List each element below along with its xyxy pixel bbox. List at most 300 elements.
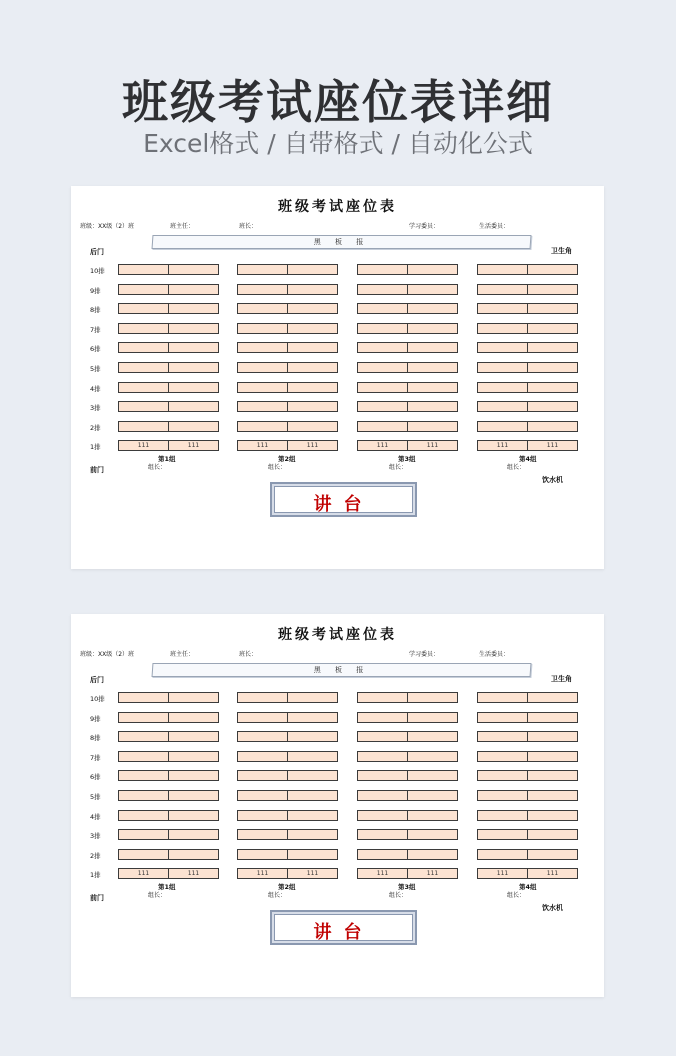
seat-cell[interactable] [358,422,408,431]
seat-cell[interactable] [528,402,577,411]
seat-cell[interactable] [408,713,457,722]
seat-cell[interactable] [119,791,169,800]
seat-cell[interactable] [358,693,408,702]
seat-cell[interactable] [528,324,577,333]
seat-cell[interactable] [288,324,337,333]
desk[interactable] [118,401,219,412]
seat-cell[interactable] [288,265,337,274]
group-leader-label: 组长： [389,892,408,900]
seat-cell[interactable] [119,830,169,839]
monitor-label: 班长： [239,223,258,230]
seat-cell[interactable] [478,422,528,431]
seat-cell[interactable] [478,732,528,741]
seat-cell[interactable] [478,265,528,274]
seat-cell[interactable] [408,791,457,800]
seat-cell[interactable]: 111 [358,869,408,878]
seat-cell[interactable] [478,811,528,820]
desk[interactable] [118,692,219,703]
seat-cell[interactable] [408,422,457,431]
seat-cell[interactable] [288,752,337,761]
desk[interactable] [118,362,219,373]
seat-cell[interactable] [238,363,288,372]
seat-cell[interactable] [358,830,408,839]
seat-cell[interactable] [238,402,288,411]
desk[interactable] [477,342,578,353]
desk[interactable] [118,790,219,801]
podium-label: 讲台 [313,494,374,515]
seat-cell[interactable]: 111 [358,441,408,450]
desk[interactable] [237,362,338,373]
seat-cell[interactable] [358,304,408,313]
desk[interactable] [237,849,338,860]
seat-cell[interactable] [528,343,577,352]
life-committee-label: 生活委员： [479,223,510,230]
seat-cell[interactable]: 111 [306,442,319,450]
group-leader-label: 组长： [507,892,526,900]
desk[interactable] [118,770,219,781]
seat-cell[interactable] [358,383,408,392]
seat-cell[interactable] [238,343,288,352]
seat-cell[interactable] [408,265,457,274]
hygiene-corner-label: 卫生角 [551,675,572,683]
seat-cell[interactable] [408,752,457,761]
desk[interactable] [357,829,458,840]
seat-cell[interactable] [408,693,457,702]
seat-cell[interactable]: 111 [478,869,528,878]
seat-cell[interactable] [358,713,408,722]
desk[interactable] [118,421,219,432]
seat-cell[interactable] [238,304,288,313]
seat-cell[interactable] [528,713,577,722]
seat-cell[interactable] [478,304,528,313]
seat-cell[interactable] [358,752,408,761]
seat-cell[interactable] [119,324,169,333]
desk[interactable] [118,829,219,840]
row-label: 4排 [90,384,101,393]
desk[interactable] [237,440,338,451]
seat-cell[interactable]: 111 [546,870,559,878]
row-label: 7排 [90,325,101,334]
desk[interactable] [118,810,219,821]
desk[interactable] [357,303,458,314]
row-label: 8排 [90,734,101,743]
seat-cell[interactable] [169,830,218,839]
seat-cell[interactable] [288,791,337,800]
seat-cell[interactable] [238,811,288,820]
seat-cell[interactable] [408,850,457,859]
seat-cell[interactable] [119,402,169,411]
seat-cell[interactable] [478,830,528,839]
seat-cell[interactable] [288,402,337,411]
seat-cell[interactable] [169,363,218,372]
seat-cell[interactable] [288,830,337,839]
desk[interactable] [237,284,338,295]
seat-cell[interactable] [238,850,288,859]
class-label: 班级：XX级（2）班 [80,651,135,658]
seat-cell[interactable] [288,732,337,741]
row-label: 6排 [90,773,101,782]
seat-cell[interactable] [169,383,218,392]
seat-cell[interactable] [169,771,218,780]
seat-cell[interactable] [528,422,577,431]
seat-cell[interactable] [528,383,577,392]
seat-cell[interactable] [119,732,169,741]
seat-cell[interactable] [478,693,528,702]
desk[interactable] [118,712,219,723]
desk[interactable] [237,323,338,334]
desk[interactable] [357,731,458,742]
seat-cell[interactable] [528,693,577,702]
seat-cell[interactable] [358,285,408,294]
desk[interactable] [237,401,338,412]
seat-cell[interactable] [528,850,577,859]
seat-cell[interactable] [288,811,337,820]
seating-sheet-preview-2 [71,614,604,997]
row-label: 5排 [90,365,101,373]
desk[interactable] [357,810,458,821]
seat-cell[interactable] [119,265,169,274]
desk[interactable] [118,731,219,742]
water-dispenser-label: 饮水机 [542,904,563,912]
desk[interactable] [477,770,578,781]
seat-cell[interactable] [238,285,288,294]
seat-cell[interactable] [408,383,457,392]
desk[interactable] [118,323,219,334]
desk[interactable] [237,868,338,879]
seat-cell[interactable] [288,285,337,294]
row-label: 2排 [90,851,101,860]
group-label: 第3组 [398,455,416,464]
monitor-label: 班长： [239,651,258,658]
page-subtitle: Excel格式 / 自带格式 / 自动化公式 [143,129,533,158]
seat-cell[interactable] [358,363,408,372]
desk[interactable] [237,731,338,742]
seat-cell[interactable] [119,285,169,294]
life-committee-label: 生活委员： [479,651,510,658]
seat-cell[interactable] [169,422,218,431]
seat-cell[interactable] [528,830,577,839]
seat-cell[interactable] [238,771,288,780]
seat-cell[interactable]: 111 [426,870,439,878]
seat-cell[interactable] [169,732,218,741]
desk[interactable] [237,382,338,393]
seat-cell[interactable] [238,713,288,722]
seat-cell[interactable] [408,324,457,333]
seat-cell[interactable] [119,363,169,372]
desk[interactable] [118,751,219,762]
group-leader-label: 组长： [148,892,167,900]
desk[interactable] [237,421,338,432]
row-label: 7排 [90,753,101,762]
desk[interactable] [118,284,219,295]
desk[interactable] [477,712,578,723]
row-label: 10排 [90,695,105,703]
seat-cell[interactable] [119,383,169,392]
seat-cell[interactable] [408,771,457,780]
desk[interactable] [477,692,578,703]
front-door-label: 前门 [90,894,104,902]
seat-cell[interactable] [119,693,169,702]
desk[interactable] [357,790,458,801]
desk[interactable] [237,264,338,275]
seat-cell[interactable] [288,850,337,859]
desk[interactable] [477,790,578,801]
seat-cell[interactable] [408,402,457,411]
desk[interactable] [477,829,578,840]
seat-cell[interactable]: 111 [187,442,200,450]
seat-cell[interactable] [119,771,169,780]
seat-cell[interactable] [478,285,528,294]
desk[interactable] [357,401,458,412]
seat-cell[interactable] [478,771,528,780]
seat-cell[interactable] [358,324,408,333]
seat-cell[interactable] [478,402,528,411]
row-label: 1排 [90,871,101,880]
seat-cell[interactable] [528,732,577,741]
seat-cell[interactable]: 111 [238,441,288,450]
seat-cell[interactable] [408,285,457,294]
desk[interactable] [237,303,338,314]
seat-cell[interactable] [288,713,337,722]
seat-cell[interactable] [528,752,577,761]
desk[interactable] [477,731,578,742]
seat-cell[interactable] [528,285,577,294]
group-leader-label: 组长： [389,464,408,472]
desk[interactable] [357,382,458,393]
seat-cell[interactable]: 111 [426,442,439,450]
seat-cell[interactable] [478,343,528,352]
desk[interactable] [118,849,219,860]
seat-cell[interactable] [528,811,577,820]
desk[interactable] [477,440,578,451]
desk[interactable] [118,382,219,393]
seat-cell[interactable]: 111 [238,869,288,878]
desk[interactable] [357,284,458,295]
row-label: 8排 [90,306,101,315]
seat-cell[interactable] [478,713,528,722]
desk[interactable] [357,712,458,723]
desk[interactable] [477,284,578,295]
desk[interactable] [357,264,458,275]
seat-cell[interactable] [169,752,218,761]
seat-cell[interactable] [528,363,577,372]
seat-cell[interactable] [169,324,218,333]
seat-cell[interactable] [358,850,408,859]
seat-cell[interactable] [528,791,577,800]
desk[interactable] [477,849,578,860]
desk[interactable] [477,810,578,821]
desk[interactable] [357,362,458,373]
seat-cell[interactable] [119,343,169,352]
row-label: 5排 [90,793,101,801]
class-label: 班级：XX级（2）班 [80,223,135,230]
seat-cell[interactable] [478,752,528,761]
group-leader-label: 组长： [268,892,287,900]
seat-cell[interactable] [528,304,577,313]
seat-cell[interactable] [408,304,457,313]
row-label: 9排 [90,286,101,295]
hygiene-corner-label: 卫生角 [551,247,572,255]
seat-cell[interactable] [358,732,408,741]
desk[interactable] [357,868,458,879]
seat-cell[interactable] [169,811,218,820]
desk[interactable] [477,362,578,373]
desk[interactable] [477,303,578,314]
seat-cell[interactable] [169,693,218,702]
desk[interactable] [357,751,458,762]
seat-cell[interactable] [408,732,457,741]
seat-cell[interactable] [119,713,169,722]
group-label: 第4组 [519,883,537,892]
group-label: 第4组 [519,455,537,464]
seat-cell[interactable] [288,343,337,352]
desk[interactable] [118,440,219,451]
seat-cell[interactable] [238,752,288,761]
desk[interactable] [357,849,458,860]
study-committee-label: 学习委员： [409,223,440,230]
blackboard [152,235,532,249]
seat-cell[interactable] [288,771,337,780]
seat-cell[interactable] [358,811,408,820]
desk[interactable] [477,751,578,762]
seat-cell[interactable] [288,383,337,392]
seat-cell[interactable] [169,285,218,294]
desk[interactable] [357,770,458,781]
seat-cell[interactable] [478,850,528,859]
sheet-title: 班级考试座位表 [278,627,397,643]
seat-cell[interactable] [478,383,528,392]
seat-cell[interactable] [238,693,288,702]
seat-cell[interactable] [358,402,408,411]
seat-cell[interactable] [358,343,408,352]
seat-cell[interactable] [408,811,457,820]
seat-cell[interactable] [169,343,218,352]
group-label: 第3组 [398,883,416,892]
desk[interactable] [357,440,458,451]
seat-cell[interactable] [358,771,408,780]
desk[interactable] [477,323,578,334]
desk[interactable] [237,810,338,821]
blackboard-label: 黑 板 报 [313,666,370,674]
desk[interactable] [357,692,458,703]
desk[interactable] [477,382,578,393]
seat-cell[interactable] [238,265,288,274]
sheet-title: 班级考试座位表 [278,199,397,215]
seat-cell[interactable] [358,265,408,274]
seat-cell[interactable] [408,363,457,372]
seat-cell[interactable] [119,422,169,431]
study-committee-label: 学习委员： [409,651,440,658]
seat-cell[interactable] [288,304,337,313]
seat-cell[interactable]: 111 [478,441,528,450]
seat-cell[interactable] [288,422,337,431]
desk[interactable] [477,264,578,275]
seat-cell[interactable] [478,791,528,800]
podium-label: 讲台 [313,922,374,943]
seat-cell[interactable] [478,363,528,372]
seat-cell[interactable] [119,304,169,313]
seat-cell[interactable]: 111 [546,442,559,450]
desk[interactable] [477,421,578,432]
group-label: 第2组 [278,883,296,892]
seat-cell[interactable] [169,304,218,313]
seat-cell[interactable] [528,771,577,780]
desk[interactable] [237,751,338,762]
seat-cell[interactable] [288,363,337,372]
seat-cell[interactable] [169,713,218,722]
seat-cell[interactable] [408,830,457,839]
row-label: 1排 [90,443,101,452]
seat-cell[interactable] [238,324,288,333]
seat-cell[interactable] [169,402,218,411]
seat-cell[interactable] [528,265,577,274]
seat-cell[interactable] [169,791,218,800]
desk[interactable] [237,829,338,840]
group-label: 第1组 [158,455,176,464]
row-label: 3排 [90,832,101,841]
seat-cell[interactable] [288,693,337,702]
water-dispenser-label: 饮水机 [542,476,563,484]
seat-cell[interactable]: 111 [119,869,169,878]
blackboard [152,663,532,677]
desk[interactable] [477,868,578,879]
desk[interactable] [118,868,219,879]
blackboard-label: 黑 板 报 [313,238,370,246]
seat-cell[interactable]: 111 [187,870,200,878]
podium [270,910,417,945]
seat-cell[interactable] [478,324,528,333]
seat-cell[interactable] [119,811,169,820]
desk[interactable] [357,323,458,334]
seat-cell[interactable]: 111 [119,441,169,450]
group-leader-label: 组长： [507,464,526,472]
desk[interactable] [237,790,338,801]
head-teacher-label: 班主任： [170,223,195,230]
page-title: 班级考试座位表详细 [122,75,554,129]
seat-cell[interactable] [238,830,288,839]
row-label: 10排 [90,267,105,275]
back-door-label: 后门 [90,248,104,256]
desk[interactable] [357,342,458,353]
front-door-label: 前门 [90,466,104,474]
group-leader-label: 组长： [268,464,287,472]
head-teacher-label: 班主任： [170,651,195,658]
seat-cell[interactable] [408,343,457,352]
desk[interactable] [118,264,219,275]
desk[interactable] [118,342,219,353]
seat-cell[interactable] [238,383,288,392]
seat-cell[interactable] [238,732,288,741]
desk[interactable] [237,770,338,781]
desk[interactable] [477,401,578,412]
seat-cell[interactable] [169,265,218,274]
seat-cell[interactable] [238,422,288,431]
row-label: 4排 [90,812,101,821]
desk[interactable] [237,712,338,723]
row-label: 6排 [90,345,101,354]
seat-cell[interactable] [169,850,218,859]
seat-cell[interactable] [238,791,288,800]
desk[interactable] [118,303,219,314]
seat-cell[interactable]: 111 [306,870,319,878]
desk[interactable] [237,692,338,703]
seat-cell[interactable] [358,791,408,800]
group-label: 第2组 [278,455,296,464]
desk[interactable] [237,342,338,353]
seat-cell[interactable] [119,752,169,761]
desk[interactable] [357,421,458,432]
seat-cell[interactable] [119,850,169,859]
